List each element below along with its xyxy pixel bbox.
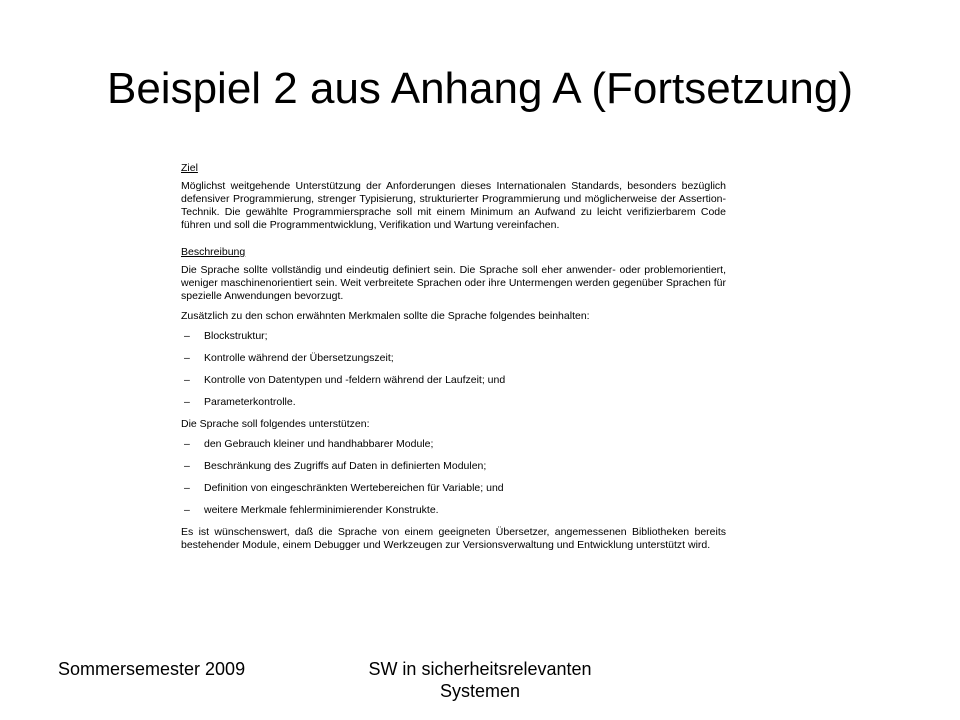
- dash-bullet: –: [184, 352, 190, 364]
- list-item-text: Kontrolle von Datentypen und -feldern während der Laufzeit; und: [204, 374, 506, 386]
- list1-intro: Zusätzlich zu den schon erwähnten Merkmalen sollte die Sprache folgendes beinhalten:: [181, 310, 590, 322]
- list-item: [181, 482, 726, 495]
- dash-bullet: –: [184, 396, 190, 408]
- dash-bullet: –: [184, 438, 190, 450]
- list-item-text: Kontrolle während der Übersetzungszeit;: [204, 352, 394, 364]
- list-item: [181, 330, 726, 343]
- dash-bullet: –: [184, 374, 190, 386]
- list-item: [181, 396, 726, 409]
- list-item-text: Parameterkontrolle.: [204, 396, 296, 408]
- dash-bullet: –: [184, 330, 190, 342]
- list-item-text: den Gebrauch kleiner und handhabbarer Module;: [204, 438, 434, 450]
- dash-bullet: –: [184, 460, 190, 472]
- footer-course-line1: SW in sicherheitsrelevanten: [368, 659, 592, 679]
- slide-title: Beispiel 2 aus Anhang A (Fortsetzung): [106, 64, 854, 113]
- footer-semester: Sommersemester 2009: [58, 659, 246, 679]
- list2-intro: Die Sprache soll folgendes unterstützen:: [181, 418, 370, 430]
- section-heading-ziel: Ziel: [181, 162, 198, 174]
- ziel-paragraph: Möglichst weitgehende Unterstützung der Anforderungen dieses Internationalen Standards, besonders bezüglich defensiver Programmierung, strenger Typisierung, strukturierter Programmierung und möglicherweise der Assertion-Technik. Die gewählte Programmiersprache soll mit einem Minimum an Aufwand zu leicht verifizierbarem Code führen und soll die Programmentwicklung, Verifikation und Wartung vereinfachen.: [181, 180, 726, 231]
- feature-list-2: [181, 438, 726, 517]
- closing-paragraph: Es ist wünschenswert, daß die Sprache von einem geeigneten Übersetzer, angemessenen Bibliotheken bereits bestehender Module, einem Debugger und Werkzeugen zur Versionsverwaltung und Entwicklung unterstützt wird.: [181, 526, 726, 551]
- feature-list-1: [181, 330, 726, 409]
- section-heading-beschreibung: Beschreibung: [181, 246, 246, 258]
- list-item: [181, 438, 726, 451]
- list-item-text: Beschränkung des Zugriffs auf Daten in definierten Modulen;: [204, 460, 487, 472]
- list-item-text: weitere Merkmale fehlerminimierender Konstrukte.: [204, 504, 439, 516]
- list-item-text: Blockstruktur;: [204, 330, 268, 342]
- list-item-text: Definition von eingeschränkten Wertebereichen für Variable; und: [204, 482, 504, 494]
- footer-course-title: [330, 658, 630, 702]
- list-item: [181, 504, 726, 517]
- dash-bullet: –: [184, 504, 190, 516]
- list-item: [181, 374, 726, 387]
- document-excerpt: [181, 162, 726, 559]
- dash-bullet: –: [184, 482, 190, 494]
- footer-course-line2: Systemen: [439, 681, 521, 701]
- list-item: [181, 352, 726, 365]
- list-item: [181, 460, 726, 473]
- beschreibung-paragraph: Die Sprache sollte vollständig und eindeutig definiert sein. Die Sprache soll eher anwender- oder problemorientiert, weniger maschinenorientiert sein. Weit verbreitete Sprachen oder ihre Untermengen werden gegenüber Sprachen für spezielle Anwendungen bevorzugt.: [181, 264, 726, 302]
